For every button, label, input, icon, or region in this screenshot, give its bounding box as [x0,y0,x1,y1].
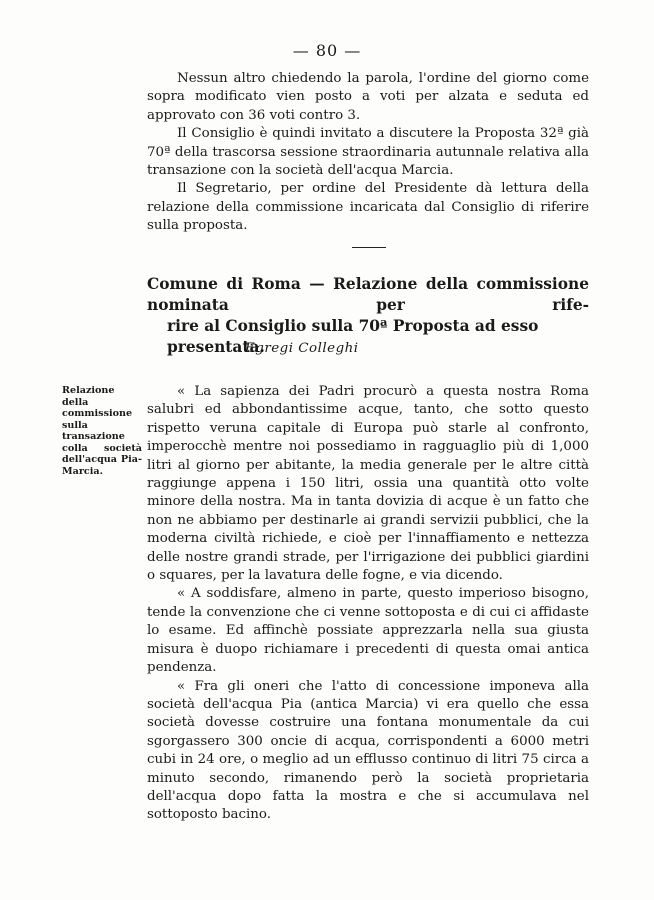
body-paragraph: « A soddisfare, almeno in parte, questo imperioso bisogno, tende la convenzione che ci venne sottoposta e di cui ci affidaste lo esame. Ed affinchè possiate apprezzarla nella sua giusta misura è duopo richiamare i precedenti di questa omai antica pendenza. [147,586,589,676]
intro-paragraph: Il Consiglio è quindi invitato a discutere la Proposta 32ª già 70ª della trascorsa sessione straordinaria autunnale relativa alla transazione con la società dell'acqua Marcia. [147,126,589,179]
intro-paragraph: Nessun altro chiedendo la parola, l'ordine del giorno come sopra modificato vien posto a voti per alzata e seduta ed approvato con 36 voti contro 3. [147,71,589,123]
salutation: Egregi Colleghi [245,341,359,356]
body-paragraph: « La sapienza dei Padri procurò a questa nostra Roma salubri ed abbondantissime acque, tanto, che sotto questo rispetto veruna capitale di Europa può starle al confronto, imperocchè mentre noi possediamo in ragguaglio più di 1,000 litri al giorno per abitante, la media generale per le altre città raggiunge appena i 150 litri, ossia una quantità otto volte minore della nostra. Ma in tanta dovizia di acque è un fatto che non ne abbiamo per destinarle ai grandi servizii pubblici, che la moderna civiltà richiede, e cioè per l'innaffiamento e nettezza delle nostre grandi strade, per l'irrigazione dei pubblici giardini o squares, per la lavatura delle fogne, e via dicendo. [147,384,589,584]
section-divider [352,247,386,248]
body-paragraph: « Fra gli oneri che l'atto di concessione imponeva alla società dell'acqua Pia (antica Marcia) vi era quello che essa società dovesse costruire una fontana monumentale da cui sgorgassero 300 oncie di acqua, corrispondenti a 6000 metri cubi in 24 ore, o meglio ad un efflusso continuo di litri 75 circa a minuto secondo, rimanendo però la società proprietaria dell'acqua dopo fatta la mostra e che si accumulava nel sottoposto bacino. [147,678,589,823]
section-heading [147,274,589,358]
intro-text [147,70,589,236]
margin-note: Relazione della commissione sulla transazione colla società dell'acqua Pia-Marcia. [62,385,142,477]
page-number: — 80 — [292,41,362,60]
report-body [147,383,589,825]
intro-paragraph: Il Segretario, per ordine del Presidente dà lettura della relazione della commissione incaricata dal Consiglio di riferire sulla proposta. [147,181,589,234]
heading-line-2: rire al Consiglio sulla 70ª Proposta ad esso presentata. [167,317,539,356]
heading-line-1: Comune di Roma — Relazione della commissione nominata per rife- [147,275,589,314]
